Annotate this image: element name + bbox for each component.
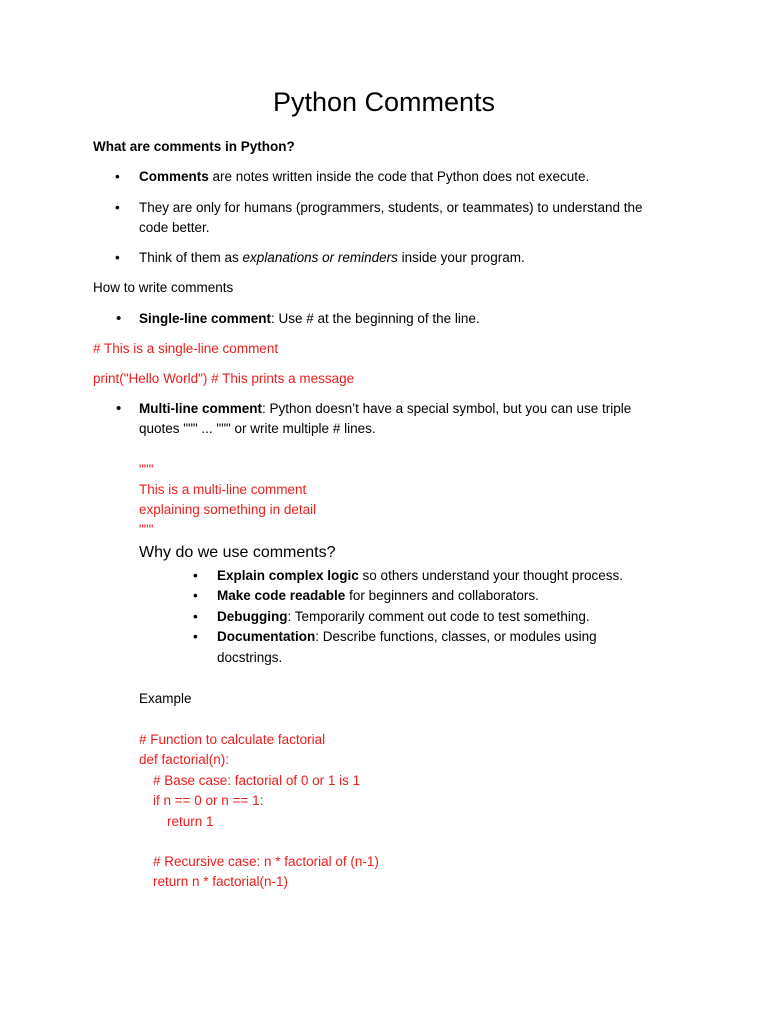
- bullet-dot: •: [115, 250, 120, 265]
- code-line: # Function to calculate factorial: [139, 732, 326, 747]
- page-title: Python Comments: [272, 87, 496, 117]
- term-comments: Comments: [139, 169, 209, 184]
- code-line: # Recursive case: n * factorial of (n-1): [153, 854, 379, 869]
- term: Make code readable: [217, 588, 346, 603]
- list-item-line1: [139, 399, 631, 419]
- bullet-dot: •: [116, 310, 122, 327]
- code-line: def factorial(n):: [139, 752, 230, 767]
- term: Debugging: [217, 609, 288, 624]
- list-item-line2: code better.: [139, 220, 210, 235]
- bullet-dot: •: [193, 629, 198, 644]
- bullet-text: : Use # at the beginning of the line.: [271, 311, 480, 326]
- code-line: return 1: [167, 814, 214, 829]
- code-line: # This is a single-line comment: [93, 341, 279, 356]
- section-heading-what: What are comments in Python?: [93, 139, 295, 154]
- list-item-line1: [217, 627, 597, 647]
- code-line: explaining something in detail: [139, 502, 317, 517]
- bullet-dot: •: [116, 400, 122, 417]
- code-line: if n == 0 or n == 1:: [153, 793, 264, 808]
- list-item-line2: docstrings.: [217, 650, 283, 665]
- italic-phrase: explanations or reminders: [242, 250, 398, 265]
- code-line: print("Hello World") # This prints a message: [93, 371, 355, 386]
- list-item: [217, 566, 623, 586]
- list-item: [139, 248, 525, 268]
- code-line: """: [139, 522, 154, 537]
- example-label: Example: [139, 691, 192, 706]
- list-item: [139, 167, 589, 187]
- bullet-dot: •: [193, 568, 198, 583]
- term-single-line: Single-line comment: [139, 311, 272, 326]
- term-multi-line: Multi-line comment: [139, 401, 263, 416]
- bullet-text: are notes written inside the code that Python does not execute.: [208, 169, 590, 184]
- list-item: [217, 586, 539, 606]
- list-item-line1: They are only for humans (programmers, students, or teammates) to understand the: [139, 200, 643, 215]
- bullet-text-pre: Think of them as: [139, 250, 243, 265]
- term: Explain complex logic: [217, 568, 359, 583]
- code-line: """: [139, 462, 154, 477]
- section-heading-why: Why do we use comments?: [139, 544, 336, 561]
- list-item: [139, 309, 480, 329]
- bullet-dot: •: [115, 200, 120, 215]
- bullet-dot: •: [115, 169, 120, 184]
- list-item: [217, 607, 590, 627]
- bullet-text: so others understand your thought process.: [358, 568, 623, 583]
- bullet-dot: •: [193, 609, 198, 624]
- bullet-text-post: inside your program.: [397, 250, 525, 265]
- bullet-text: for beginners and collaborators.: [345, 588, 539, 603]
- code-line: This is a multi-line comment: [139, 482, 307, 497]
- term: Documentation: [217, 629, 316, 644]
- bullet-text: : Temporarily comment out code to test something.: [287, 609, 590, 624]
- bullet-text: : Python doesn’t have a special symbol, but you can use triple: [262, 401, 632, 416]
- list-item-line2: quotes """ ... """ or write multiple # lines.: [139, 421, 376, 436]
- code-line: # Base case: factorial of 0 or 1 is 1: [153, 773, 361, 788]
- bullet-dot: •: [193, 588, 198, 603]
- section-heading-how: How to write comments: [93, 280, 234, 295]
- code-line: return n * factorial(n-1): [153, 874, 289, 889]
- bullet-text: : Describe functions, classes, or modules using: [315, 629, 597, 644]
